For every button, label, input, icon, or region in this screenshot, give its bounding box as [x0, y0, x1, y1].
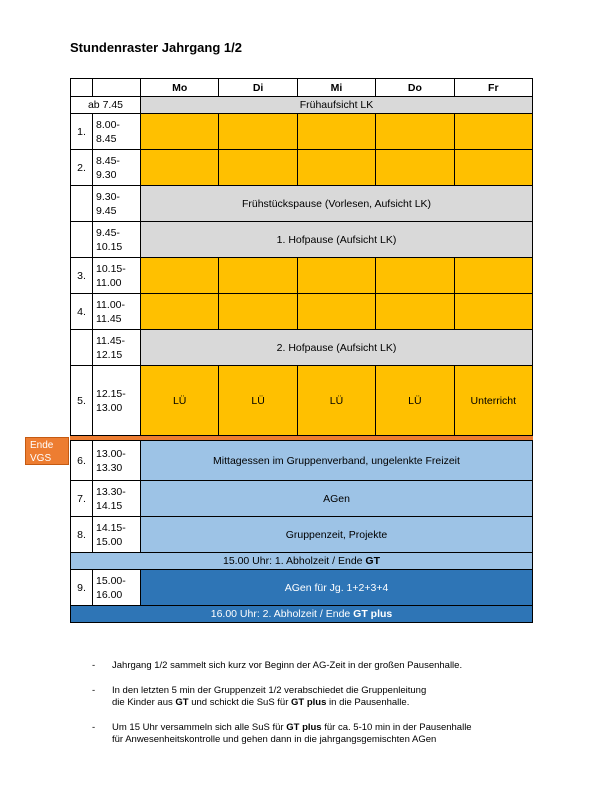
note-item: [92, 722, 572, 746]
lesson-cell: [376, 294, 454, 330]
lesson-cell: [454, 150, 532, 186]
schedule-row: [71, 258, 533, 294]
period-number: [71, 330, 93, 366]
time-cell: 9.30- 9.45: [93, 186, 141, 222]
schedule-row: [71, 222, 533, 258]
note-item: [92, 660, 572, 672]
lesson-cell: [219, 294, 297, 330]
afternoon-row: [71, 441, 533, 481]
page-title: Stundenraster Jahrgang 1/2: [70, 40, 242, 55]
note-text-part: In den letzten 5 min der Gruppenzeit 1/2 verabschiedet die Gruppenleitung die Kinder aus: [112, 685, 427, 708]
lesson-cell: LÜ: [219, 366, 297, 436]
lesson-cell: [219, 150, 297, 186]
abholzeit-2: [71, 606, 533, 623]
afternoon-row: [71, 517, 533, 553]
merged-activity-cell: 1. Hofpause (Aufsicht LK): [141, 222, 533, 258]
afternoon-row: [71, 481, 533, 517]
period-number: 5.: [71, 366, 93, 436]
note-bold-text: GT: [175, 697, 189, 708]
ende-vgs-label: Ende VGS: [25, 437, 69, 465]
lesson-cell: [454, 294, 532, 330]
lesson-cell: LÜ: [141, 366, 219, 436]
merged-activity-cell: Gruppenzeit, Projekte: [141, 517, 533, 553]
schedule-table: [70, 78, 533, 623]
time-cell: 15.00- 16.00: [93, 570, 141, 606]
schedule-row-9: [71, 570, 533, 606]
abholzeit-1: [71, 553, 533, 570]
note-text-part: in die Pausenhalle.: [326, 697, 410, 708]
merged-activity-cell: AGen für Jg. 1+2+3+4: [141, 570, 533, 606]
note-bold-text: GT plus: [286, 722, 322, 733]
note-text: [112, 660, 462, 671]
bullet-dash-icon: -: [92, 685, 96, 696]
lesson-cell: [376, 114, 454, 150]
header-row: [71, 79, 533, 97]
abholzeit-1-cell: [71, 553, 533, 570]
lesson-cell: [141, 294, 219, 330]
note-text: [112, 722, 472, 745]
period-number: 1.: [71, 114, 93, 150]
note-text-part: Um 15 Uhr versammeln sich alle SuS für: [112, 722, 287, 733]
period-number: 6.: [71, 441, 93, 481]
time-cell: 8.45- 9.30: [93, 150, 141, 186]
schedule-row: [71, 186, 533, 222]
time-cell: 12.15- 13.00: [93, 366, 141, 436]
merged-activity-cell: 2. Hofpause (Aufsicht LK): [141, 330, 533, 366]
merged-activity-cell: Frühstückspause (Vorlesen, Aufsicht LK): [141, 186, 533, 222]
note-text-part: und schickt die SuS für: [188, 697, 292, 708]
lesson-cell: [454, 258, 532, 294]
lesson-cell: [219, 258, 297, 294]
abholzeit-2-cell: [71, 606, 533, 623]
schedule-row: [71, 366, 533, 436]
period-number: [71, 186, 93, 222]
time-cell: 11.00- 11.45: [93, 294, 141, 330]
period-number: 3.: [71, 258, 93, 294]
lesson-cell: [219, 114, 297, 150]
note-bold-text: GT plus: [291, 697, 327, 708]
header-cell-empty: [71, 79, 93, 97]
abholzeit-text: 15.00 Uhr: 1. Abholzeit / Ende: [222, 555, 366, 567]
lesson-cell: [376, 258, 454, 294]
time-cell: 13.00- 13.30: [93, 441, 141, 481]
lesson-cell: LÜ: [376, 366, 454, 436]
merged-activity-cell: Frühaufsicht LK: [141, 97, 533, 114]
header-day-di: Di: [219, 79, 297, 97]
lesson-cell: [297, 150, 375, 186]
schedule-row: [71, 330, 533, 366]
note-text-part: für ca. 5-10 min in der Pausenhalle für Anwesenheitskontrolle und gehen dann in die jahrgangsgemischten AGen: [112, 722, 472, 745]
lesson-cell: LÜ: [297, 366, 375, 436]
time-cell: 14.15- 15.00: [93, 517, 141, 553]
bullet-dash-icon: -: [92, 660, 96, 671]
header-day-fr: Fr: [454, 79, 532, 97]
time-cell: 11.45- 12.15: [93, 330, 141, 366]
note-text-part: Jahrgang 1/2 sammelt sich kurz vor Beginn der AG-Zeit in der großen Pausenhalle.: [112, 660, 463, 671]
lesson-cell: [141, 150, 219, 186]
schedule-row: [71, 97, 533, 114]
time-cell: ab 7.45: [71, 97, 141, 114]
lesson-cell: [297, 258, 375, 294]
schedule-row: [71, 150, 533, 186]
abholzeit-bold: GT plus: [353, 608, 393, 620]
period-number: 7.: [71, 481, 93, 517]
abholzeit-text: 16.00 Uhr: 2. Abholzeit / Ende: [210, 608, 354, 620]
time-cell: 10.15- 11.00: [93, 258, 141, 294]
merged-activity-cell: AGen: [141, 481, 533, 517]
header-day-mo: Mo: [141, 79, 219, 97]
header-cell-empty: [93, 79, 141, 97]
note-item: [92, 685, 572, 709]
time-cell: 9.45- 10.15: [93, 222, 141, 258]
lesson-cell: [376, 150, 454, 186]
lesson-cell: [141, 114, 219, 150]
lesson-cell: [297, 114, 375, 150]
lesson-cell: [297, 294, 375, 330]
lesson-cell: [454, 114, 532, 150]
lesson-cell: [141, 258, 219, 294]
period-number: 9.: [71, 570, 93, 606]
schedule-row: [71, 294, 533, 330]
abholzeit-bold: GT: [365, 555, 381, 567]
period-number: 2.: [71, 150, 93, 186]
header-day-do: Do: [376, 79, 454, 97]
time-cell: 13.30- 14.15: [93, 481, 141, 517]
schedule-row: [71, 114, 533, 150]
period-number: [71, 222, 93, 258]
period-number: 8.: [71, 517, 93, 553]
period-number: 4.: [71, 294, 93, 330]
bullet-dash-icon: -: [92, 722, 96, 733]
note-text: [112, 685, 426, 708]
time-cell: 8.00- 8.45: [93, 114, 141, 150]
notes-list: [92, 660, 572, 759]
lesson-cell: Unterricht: [454, 366, 532, 436]
merged-activity-cell: Mittagessen im Gruppenverband, ungelenkte Freizeit: [141, 441, 533, 481]
header-day-mi: Mi: [297, 79, 375, 97]
